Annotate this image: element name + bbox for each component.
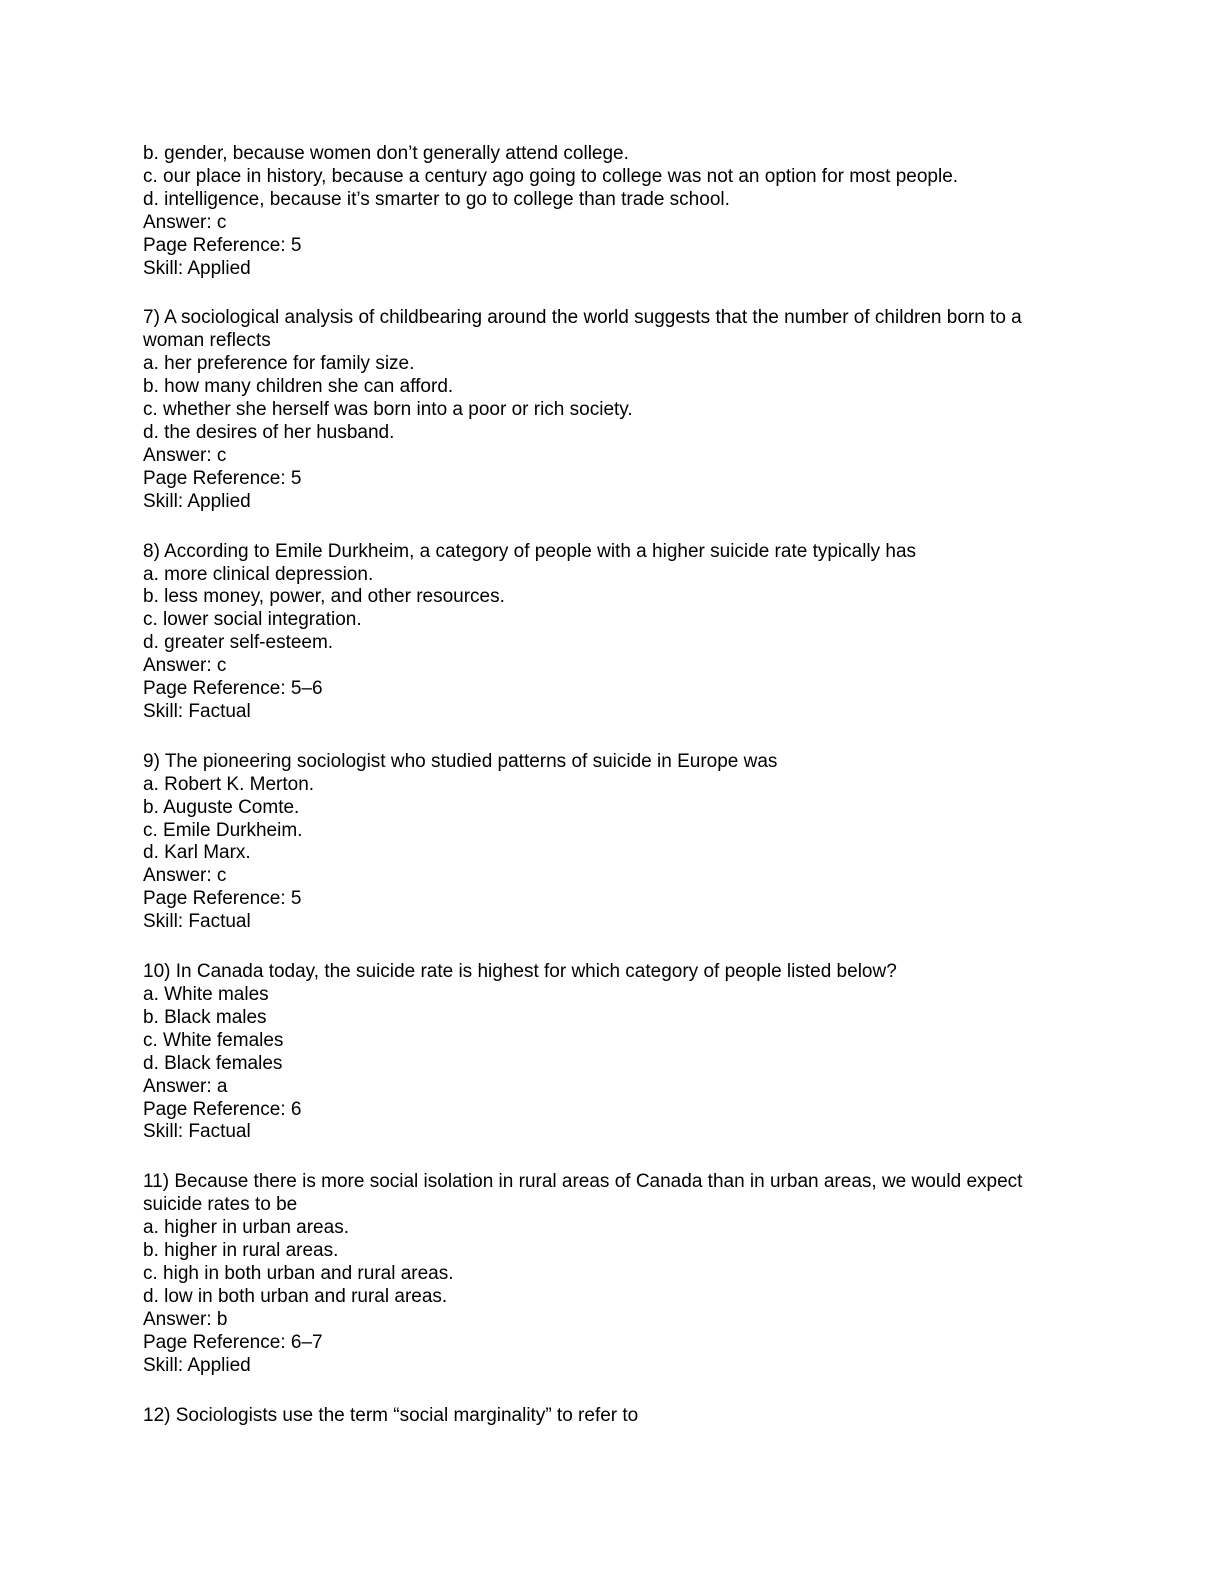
skill: Skill: Factual <box>143 911 251 933</box>
question-stem: 12) Sociologists use the term “social marginality” to refer to <box>143 1404 639 1426</box>
option-a: a. higher in urban areas. <box>143 1217 349 1239</box>
question-8 <box>143 541 1083 724</box>
option-d: d. low in both urban and rural areas. <box>143 1285 448 1307</box>
page-reference: Page Reference: 5 <box>143 467 302 489</box>
question-stem: 10) In Canada today, the suicide rate is highest for which category of people listed below? <box>143 961 897 983</box>
answer: Answer: c <box>143 211 227 233</box>
option-b: b. Auguste Comte. <box>143 796 300 818</box>
answer: Answer: a <box>143 1075 228 1097</box>
option-d: d. intelligence, because it’s smarter to go to college than trade school. <box>143 188 730 210</box>
option-b: b. gender, because women don’t generally attend college. <box>143 143 629 164</box>
answer: Answer: b <box>143 1308 228 1330</box>
option-d: d. the desires of her husband. <box>143 421 395 443</box>
option-c: c. high in both urban and rural areas. <box>143 1262 454 1284</box>
option-b: b. higher in rural areas. <box>143 1240 339 1262</box>
option-a: a. more clinical depression. <box>143 563 374 585</box>
answer: Answer: c <box>143 655 227 677</box>
option-d: d. Black females <box>143 1052 283 1074</box>
option-c: c. Emile Durkheim. <box>143 819 303 841</box>
page-reference: Page Reference: 5 <box>143 888 302 910</box>
option-d: d. greater self-esteem. <box>143 632 334 654</box>
option-d: d. Karl Marx. <box>143 842 251 864</box>
question-7 <box>143 307 1083 513</box>
question-stem: 8) According to Emile Durkheim, a category of people with a higher suicide rate typically has <box>143 540 917 562</box>
option-c: c. whether she herself was born into a poor or rich society. <box>143 399 633 421</box>
option-a: a. White males <box>143 984 269 1005</box>
option-a: a. her preference for family size. <box>143 353 415 375</box>
page-reference: Page Reference: 5–6 <box>143 678 323 700</box>
skill: Skill: Applied <box>143 490 251 512</box>
document-page <box>143 143 1083 1454</box>
page-reference: Page Reference: 5 <box>143 234 302 256</box>
option-c: c. our place in history, because a century ago going to college was not an option for most people. <box>143 165 959 187</box>
skill: Skill: Applied <box>143 1354 251 1376</box>
question-stem: 11) Because there is more social isolation in rural areas of Canada than in urban areas, we would expect <box>143 1171 1023 1193</box>
option-a: a. Robert K. Merton. <box>143 773 315 795</box>
question-12 <box>143 1405 1083 1428</box>
question-10 <box>143 961 1083 1144</box>
question-6-continuation <box>143 143 1083 280</box>
skill: Skill: Factual <box>143 1121 251 1143</box>
option-b: b. Black males <box>143 1006 267 1028</box>
option-c: c. White females <box>143 1029 284 1051</box>
page-reference: Page Reference: 6–7 <box>143 1331 323 1353</box>
answer: Answer: c <box>143 444 227 466</box>
option-c: c. lower social integration. <box>143 609 362 631</box>
question-stem: 9) The pioneering sociologist who studied patterns of suicide in Europe was <box>143 750 778 772</box>
skill: Skill: Factual <box>143 700 251 722</box>
question-11 <box>143 1171 1083 1377</box>
question-stem-continued: woman reflects <box>143 330 271 352</box>
question-stem: 7) A sociological analysis of childbearing around the world suggests that the number of children born to a <box>143 307 1022 329</box>
answer: Answer: c <box>143 865 227 887</box>
question-stem-continued: suicide rates to be <box>143 1194 298 1216</box>
page-reference: Page Reference: 6 <box>143 1098 302 1120</box>
skill: Skill: Applied <box>143 257 251 279</box>
option-b: b. less money, power, and other resources. <box>143 586 505 608</box>
question-9 <box>143 751 1083 934</box>
option-b: b. how many children she can afford. <box>143 376 454 398</box>
